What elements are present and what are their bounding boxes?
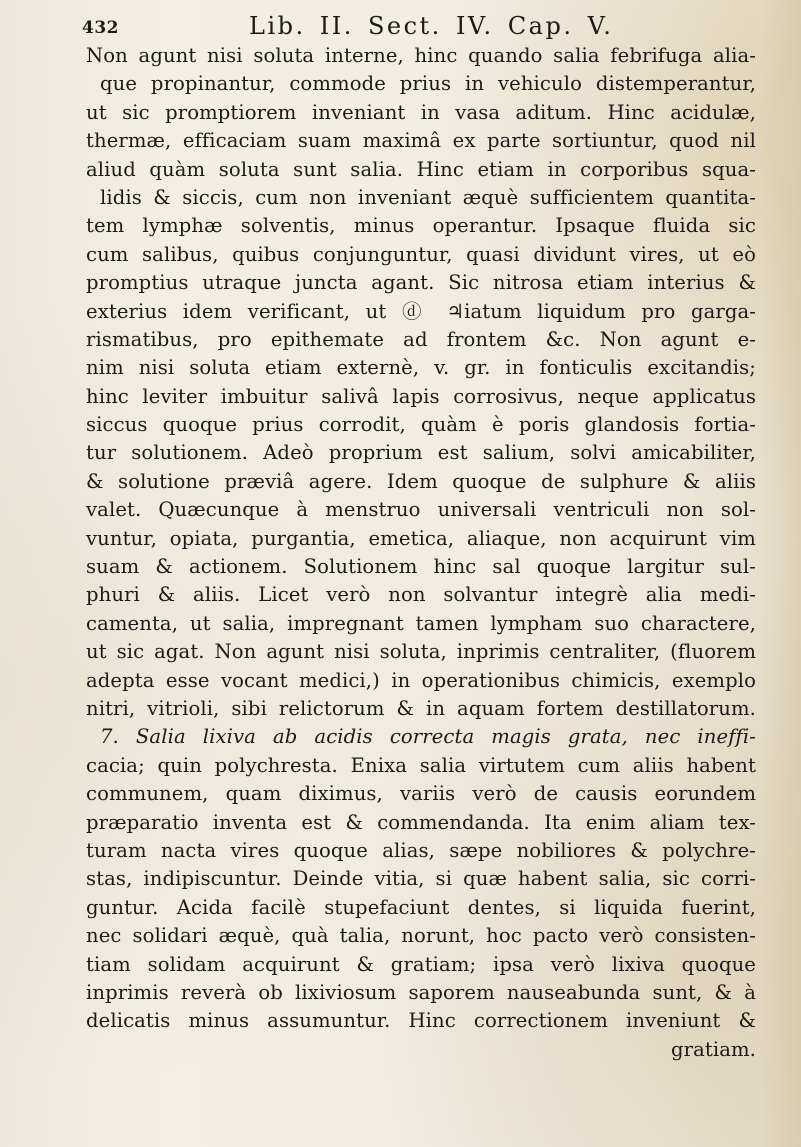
running-head: Lib. II. Sect. IV. Cap. V. [249, 12, 614, 40]
text-line: adepta esse vocant medici,) in operationibus chimicis, exemplo [86, 668, 756, 692]
section-heading-line: 7. Salia lixiva ab acidis correcta magis grata, nec ineffi- [100, 725, 756, 749]
page-header [82, 12, 782, 42]
body-text [86, 42, 756, 1064]
text-line: nec solidari æquè, quà talia, norunt, hoc pacto verò consisten- [86, 924, 756, 948]
text-line: promptius utraque juncta agant. Sic nitrosa etiam interius & [86, 271, 756, 295]
text-line: turam nacta vires quoque alias, sæpe nobiliores & polychre- [86, 838, 756, 862]
text-line: hinc leviter imbuitur salivâ lapis corrosivus, neque applicatus [86, 384, 756, 408]
text-line: suam & actionem. Solutionem hinc sal quoque largitur sul- [86, 555, 756, 579]
text-line: Non agunt nisi soluta interne, hinc quando salia febrifuga alia- [86, 44, 756, 67]
page-edge-shadow [761, 0, 801, 1147]
text-line: lidis & siccis, cum non inveniant æquè sufficientem quantita- [100, 185, 756, 209]
text-line: cacia; quin polychresta. Enixa salia virtutem cum aliis habent [86, 753, 756, 777]
text-line: valet. Quæcunque à menstruo universali ventriculi non sol- [86, 498, 756, 522]
text-line: guntur. Acida facilè stupefaciunt dentes, si liquida fuerint, [86, 895, 756, 919]
text-line: præparatio inventa est & commendanda. Ita enim aliam tex- [86, 810, 756, 834]
text-line: camenta, ut salia, impregnant tamen lympham suo charactere, [86, 611, 756, 635]
text-line: exterius idem verificant, ut ⓓ ♃iatum liquidum pro garga- [86, 299, 756, 323]
page-number: 432 [82, 18, 119, 38]
text-line: tiam solidam acquirunt & gratiam; ipsa verò lixiva quoque [86, 952, 756, 976]
text-line: nim nisi soluta etiam externè, v. gr. in fonticulis excitandis; [86, 356, 756, 380]
text-line: & solutione præviâ agere. Idem quoque de sulphure & aliis [86, 469, 756, 493]
text-line: vuntur, opiata, purgantia, emetica, aliaque, non acquirunt vim [86, 526, 756, 550]
text-line: siccus quoque prius corrodit, quàm è poris glandosis fortia- [86, 413, 756, 437]
catchword: gratiam. [670, 1037, 756, 1061]
text-line: nitri, vitrioli, sibi relictorum & in aquam fortem destillatorum. [86, 696, 756, 720]
text-line: ut sic promptiorem inveniant in vasa aditum. Hinc acidulæ, [86, 100, 756, 124]
text-line: inprimis reverà ob lixiviosum saporem nauseabunda sunt, & à [86, 980, 756, 1004]
text-line: delicatis minus assumuntur. Hinc correctionem inveniunt & [86, 1009, 756, 1033]
text-line: tem lymphæ solventis, minus operantur. Ipsaque fluida sic [86, 214, 756, 238]
text-line: cum salibus, quibus conjunguntur, quasi dividunt vires, ut eò [86, 242, 756, 266]
text-line: stas, indipiscuntur. Deinde vitia, si quæ habent salia, sic corri- [86, 867, 756, 891]
text-line: communem, quam diximus, variis verò de causis eorundem [86, 782, 756, 806]
text-line: phuri & aliis. Licet verò non solvantur integrè alia medi- [86, 583, 756, 607]
text-line: rismatibus, pro epithemate ad frontem &c. Non agunt e- [86, 327, 756, 351]
text-line: thermæ, efficaciam suam maximâ ex parte sortiuntur, quod nil [86, 129, 756, 153]
text-line: que propinantur, commode prius in vehiculo distemperantur, [100, 72, 756, 96]
text-line: ut sic agat. Non agunt nisi soluta, inprimis centraliter, (fluorem [86, 640, 756, 664]
text-line: aliud quàm soluta sunt salia. Hinc etiam in corporibus squa- [86, 157, 756, 181]
text-line: tur solutionem. Adeò proprium est salium, solvi amicabiliter, [86, 441, 756, 465]
